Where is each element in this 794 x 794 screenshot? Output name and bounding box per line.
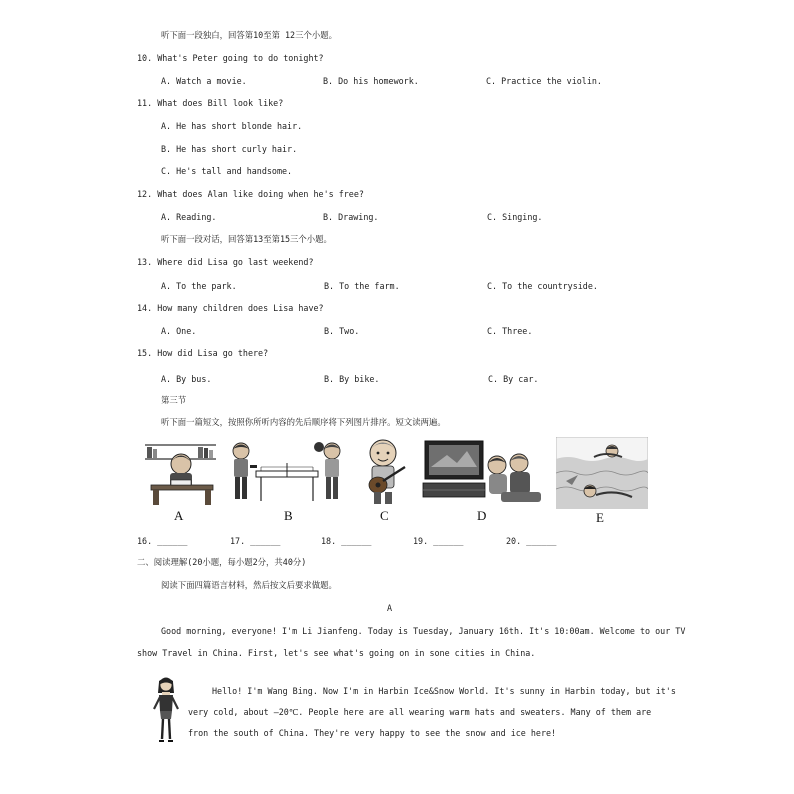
picture-label-b: B [284, 508, 293, 523]
q12-option-b: B. Drawing. [323, 212, 379, 222]
q15-option-b: B. By bike. [324, 374, 380, 384]
picture-label-c: C [380, 508, 389, 523]
passage-label: A [387, 603, 393, 613]
answer-blank-17[interactable]: 17. ______ [230, 536, 281, 546]
q13-option-b: B. To the farm. [324, 281, 400, 291]
q12-option-a: A. Reading. [161, 212, 217, 222]
kids-playing-ping-pong-icon [228, 437, 346, 505]
q14-option-a: A. One. [161, 326, 197, 336]
q13-option-a: A. To the park. [161, 281, 237, 291]
q11-option-b: B. He has short curly hair. [161, 144, 298, 154]
q10-option-a: A. Watch a movie. [161, 76, 247, 86]
question-13: 13. Where did Lisa go last weekend? [137, 257, 314, 267]
q11-option-c: C. He's tall and handsome. [161, 166, 293, 176]
q10-option-b: B. Do his homework. [323, 76, 419, 86]
boy-playing-guitar-icon [359, 437, 409, 505]
q15-option-a: A. By bus. [161, 374, 212, 384]
passage-speech-line-2: very cold, about —20℃. People here are all wearing warm hats and sweaters. Many of them are [188, 707, 652, 717]
q12-option-c: C. Singing. [487, 212, 543, 222]
question-11: 11. What does Bill look like? [137, 98, 284, 108]
section3-instruction: 听下面一篇短文，按照你所听内容的先后顺序将下列图片排序。短文读两遍。 [161, 417, 446, 427]
passage-intro-line-2: show Travel in China. First, let's see what's going on in sone cities in China. [137, 648, 536, 658]
passage-speech-line-1: Hello! I'm Wang Bing. Now I'm in Harbin Ice&Snow World. It's sunny in Harbin today, but it's [212, 686, 676, 696]
picture-label-d: D [477, 508, 487, 523]
kids-watching-tv-icon [421, 437, 544, 505]
part2-instruction: 阅读下面四篇语言材料，然后按文后要求做题。 [161, 580, 337, 590]
q15-option-c: C. By car. [488, 374, 539, 384]
answer-blank-19[interactable]: 19. ______ [413, 536, 464, 546]
q11-option-a: A. He has short blonde hair. [161, 121, 303, 131]
q10-option-c: C. Practice the violin. [486, 76, 602, 86]
question-15: 15. How did Lisa go there? [137, 348, 269, 358]
boy-reading-at-desk-icon [143, 437, 218, 505]
question-10: 10. What's Peter going to do tonight? [137, 53, 324, 63]
passage-speech-line-3: fron the south of China. They're very happy to see the snow and ice here! [188, 728, 557, 738]
dialogue-intro: 听下面一段对话，回答第13至第15三个小题。 [161, 234, 332, 244]
answer-blank-20[interactable]: 20. ______ [506, 536, 557, 546]
part2-title: 二、阅读理解(20小题，每小题2分，共40分) [137, 557, 307, 567]
answer-blank-16[interactable]: 16. ______ [137, 536, 188, 546]
passage-intro-line-1: Good morning, everyone! I'm Li Jianfeng. Today is Tuesday, January 16th. It's 10:00am. Welcome to our TV [161, 626, 686, 636]
question-12: 12. What does Alan like doing when he's free? [137, 189, 364, 199]
q14-option-b: B. Two. [324, 326, 360, 336]
question-14: 14. How many children does Lisa have? [137, 303, 324, 313]
picture-label-e: E [596, 510, 604, 525]
picture-label-a: A [174, 508, 184, 523]
people-swimming-icon [556, 437, 648, 509]
woman-reporter-figure-icon [150, 675, 182, 743]
q13-option-c: C. To the countryside. [487, 281, 598, 291]
q14-option-c: C. Three. [487, 326, 533, 336]
section-intro: 听下面一段独白，回答第10至第 12三个小题。 [161, 30, 337, 40]
section3-title: 第三节 [161, 395, 187, 405]
answer-blank-18[interactable]: 18. ______ [321, 536, 372, 546]
